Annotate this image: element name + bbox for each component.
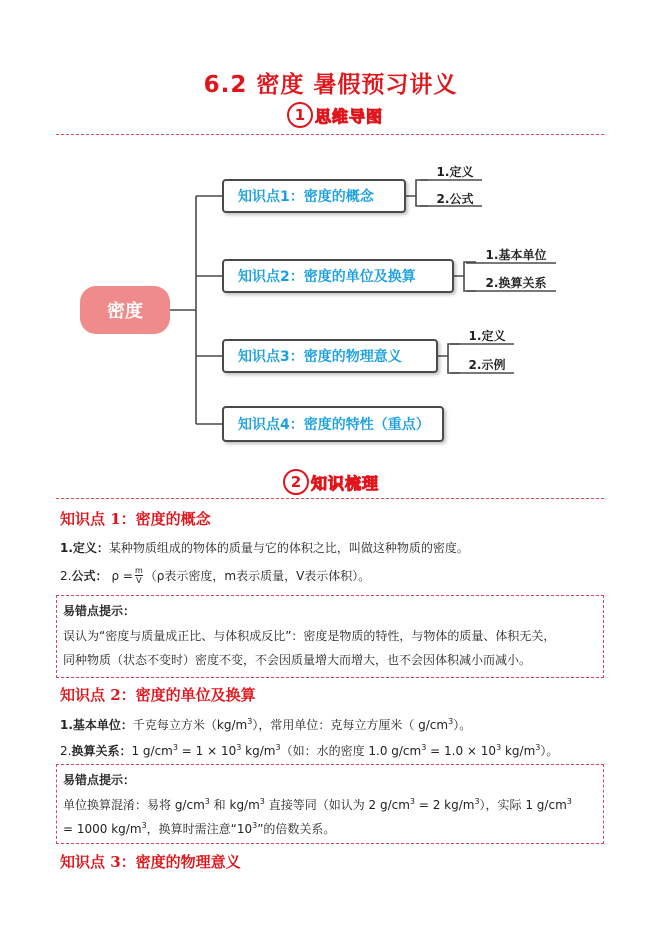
unit-text: ），常用单位：克每立方厘米（ g/cm <box>252 718 449 732</box>
kp2-conversion: 2.换算关系：1 $g/cm^3 = 1 \times 10^3$ $kg/m^3$（如：水的密度 1.0 $g/cm^3 = 1.0 \times 10^3$ $kg/m^3$）。 <box>60 743 559 758</box>
mindmap-node-4: 知识点4：密度的特性（重点） <box>222 406 444 442</box>
tip-title: 易错点提示： <box>63 604 136 618</box>
tip-box <box>56 764 604 844</box>
mindmap-leaf: 2.示例 <box>468 358 506 372</box>
mindmap-node-3: 知识点3：密度的物理意义 <box>222 339 438 373</box>
tip-line: 单位换算混淆：易将 $g/cm^3$ 和 $kg/m^3$ 直接等同（如认为 2 $g/cm^3 = 2$ $kg/m^3$），实际 1 $g/cm^3$ <box>63 797 572 812</box>
unit-text: ）。 <box>453 718 472 732</box>
section-label: 知识梳理 <box>310 473 379 493</box>
section-number-badge: 1 <box>287 102 313 128</box>
tip-box <box>56 595 604 678</box>
mindmap-leaf: 2.公式 <box>436 192 474 206</box>
section-number-badge: 2 <box>283 469 309 495</box>
tip-text: ），实际 1 g/cm <box>479 798 567 812</box>
formula-fraction <box>135 566 143 585</box>
unit-text: 千克每立方米（kg/m <box>132 718 248 732</box>
formula-denominator: V <box>136 576 142 585</box>
kp1-definition-text: 某种物质组成的物体的质量与它的体积之比，叫做这种物质的密度。 <box>108 541 469 555</box>
kp2-base-unit: 1.基本单位：千克每立方米$(kg/m^3)$，常用单位：克每立方厘米（ $g/cm^3$）。 <box>60 717 472 732</box>
conv-text: = 1 × 10 <box>177 744 237 758</box>
mindmap-node-1: 知识点1：密度的概念 <box>222 179 406 213</box>
mindmap-leaf: 1.基本单位 <box>485 248 547 262</box>
tip-text: ”的倍数关系。 <box>257 822 336 836</box>
kp2-conv-prefix: 2. <box>60 744 72 758</box>
section-label: 思维导图 <box>314 106 383 126</box>
formula-lhs: ρ = <box>111 568 133 583</box>
section-divider <box>56 498 604 499</box>
conv-text: ）。 <box>540 744 559 758</box>
tip-line: 误认为“密度与质量成正比、与体积成反比”：密度是物质的特性，与物体的质量、体积无关， <box>63 629 556 643</box>
conv-text: kg/m <box>501 744 536 758</box>
tip-title: 易错点提示： <box>63 773 136 787</box>
tip-text: ，换算时需注意“10 <box>146 822 253 836</box>
kp2-unit-label: 1.基本单位： <box>60 718 133 732</box>
tip-text: 直接等同（如认为 2 g/cm <box>264 798 410 812</box>
kp1-formula-prefix: 2. <box>60 568 72 583</box>
page-title: 6.2 密度 暑假预习讲义 <box>203 72 458 98</box>
kp3-heading: 知识点 3：密度的物理意义 <box>60 853 241 871</box>
conv-text: = 1.0 × 10 <box>426 744 497 758</box>
mindmap-leaf: 1.定义 <box>468 329 506 343</box>
kp1-formula <box>60 566 370 585</box>
mindmap-node-2: 知识点2：密度的单位及换算 <box>222 259 454 293</box>
mindmap-root: 密度 <box>80 286 170 334</box>
kp1-heading: 知识点 1：密度的概念 <box>60 510 211 528</box>
tip-text: = 1000 kg/m <box>63 822 142 836</box>
kp1-formula-label: 公式： <box>71 568 108 583</box>
mindmap-leaf: 1.定义 <box>436 165 474 179</box>
mindmap-leaf: 2.换算关系 <box>485 276 547 290</box>
conv-text: kg/m <box>241 744 276 758</box>
tip-text: 和 kg/m <box>209 798 260 812</box>
conv-text: （如：水的密度 1.0 g/cm <box>280 744 422 758</box>
tip-text: 单位换算混淆：易将 g/cm <box>63 798 205 812</box>
kp1-definition-label: 1.定义： <box>60 541 109 555</box>
kp2-conv-label: 换算关系： <box>71 744 132 758</box>
kp1-definition <box>60 539 469 557</box>
conv-text: 1 g/cm <box>131 744 173 758</box>
formula-note: （ρ表示密度，m表示质量，V表示体积）。 <box>144 568 371 583</box>
kp2-heading: 知识点 2：密度的单位及换算 <box>60 686 256 704</box>
tip-text: = 2 kg/m <box>415 798 475 812</box>
tip-line: = 1000 $kg/m^3$，换算时需注意“$10^3$”的倍数关系。 <box>63 821 336 836</box>
formula-numerator: m <box>134 566 143 575</box>
tip-line: 同种物质（状态不变时）密度不变，不会因质量增大而增大，也不会因体积减小而减小。 <box>63 653 532 667</box>
section-heading-knowledge <box>276 469 386 495</box>
